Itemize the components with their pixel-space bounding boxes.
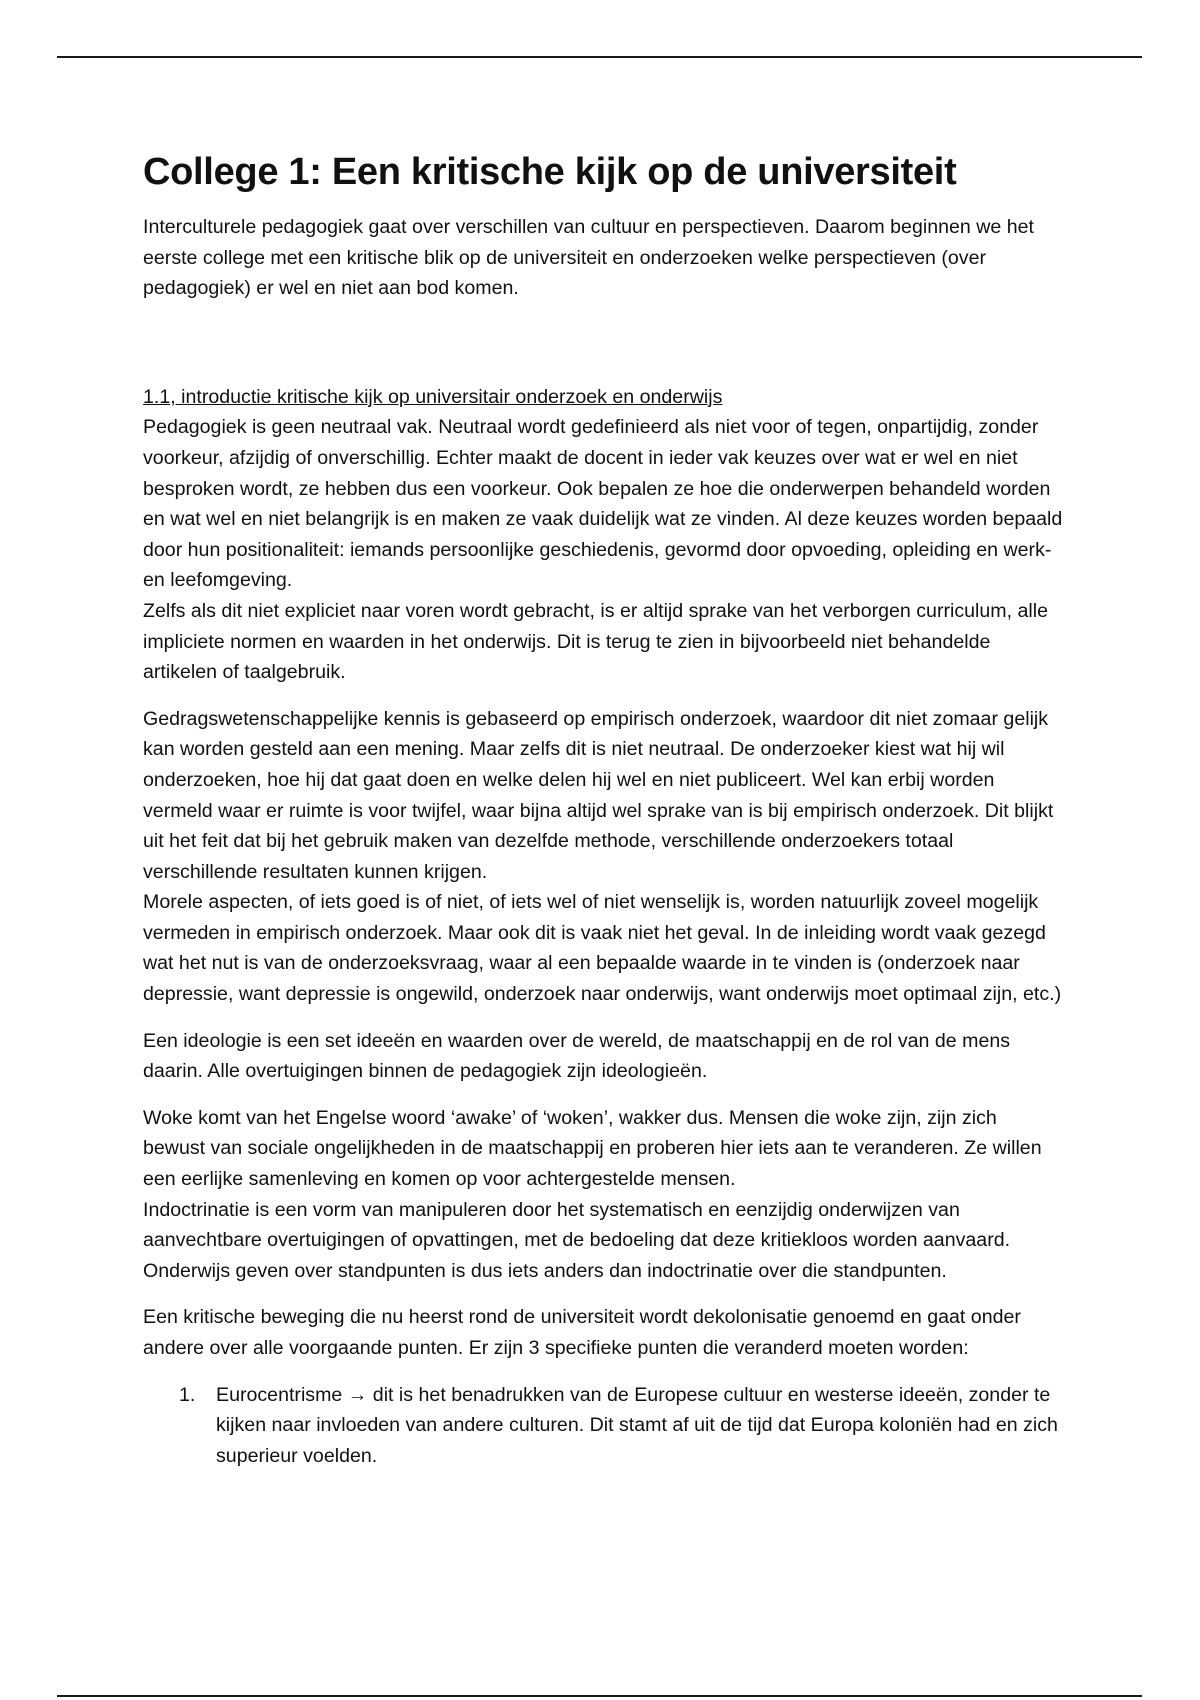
bottom-page-rule	[57, 1695, 1142, 1697]
paragraph-indoctrinatie: Indoctrinatie is een vorm van manipuleren door het systematisch en eenzijdig onderwijzen van aanvechtbare overtuigingen of opvattingen, met de bedoeling dat deze kritiekloos worden aanvaard. Onderwijs geven over standpunten is dus iets anders dan indoctrinatie over die standpunten.	[143, 1198, 1011, 1282]
list-item	[143, 1380, 1063, 1472]
numbered-list	[143, 1380, 1063, 1472]
paragraph-woke: Woke komt van het Engelse woord ‘awake’ of ‘woken’, wakker dus. Mensen die woke zijn, zijn zich bewust van sociale ongelijkheden in de maatschappij en proberen hier iets aan te veranderen. Ze willen een eerlijke samenleving en komen op voor achtergestelde mensen.	[143, 1106, 1042, 1191]
intro-paragraph: Interculturele pedagogiek gaat over verschillen van cultuur en perspectieven. Daarom beginnen we het eerste college met een kritische blik op de universiteit en onderzoeken welke perspectieven (over pedagogiek) er wel en niet aan bod komen.	[143, 216, 1034, 300]
paragraph-morele-aspecten: Morele aspecten, of iets goed is of niet, of iets wel of niet wenselijk is, worden natuurlijk zoveel mogelijk vermeden in empirisch onderzoek. Maar ook dit is vaak niet het geval. In de inleiding wordt vaak gezegd wat het nut is van de onderzoeksvraag, waar al een bepaalde waarde in te vinden is (onderzoek naar depressie, want depressie is ongewild, onderzoek naar onderwijs, want onderwijs moet optimaal zijn, etc.)	[143, 891, 1062, 1006]
paragraph-empirisch-onderzoek: Gedragswetenschappelijke kennis is gebaseerd op empirisch onderzoek, waardoor dit niet zomaar gelijk kan worden gesteld aan een mening. Maar zelfs dit is niet neutraal. De onderzoeker kiest wat hij wil onderzoeken, hoe hij dat gaat doen en welke delen hij wel en niet publiceert. Wel kan erbij worden vermeld waar er ruimte is voor twijfel, waar bijna altijd wel sprake van is bij empirisch onderzoek. Dit blijkt uit het feit dat bij het gebruik maken van dezelfde methode, verschillende onderzoekers totaal verschillende resultaten kunnen krijgen.	[143, 707, 1054, 883]
list-item-text: Eurocentrisme → dit is het benadrukken van de Europese cultuur en westerse ideeën, zonder te kijken naar invloeden van andere culturen. Dit stamt af uit de tijd dat Europa koloniën had en zich superieur voelden.	[216, 1383, 1058, 1467]
document-body	[143, 148, 1063, 1471]
section-woke	[143, 1103, 1063, 1287]
page-title: College 1: Een kritische kijk op de universiteit	[143, 151, 957, 193]
paragraph-neutraal: Pedagogiek is geen neutraal vak. Neutraal wordt gedefinieerd als niet voor of tegen, onpartijdig, zonder voorkeur, afzijdig of onverschillig. Echter maakt de docent in ieder vak keuzes over wat er wel en niet besproken wordt, ze hebben dus een voorkeur. Ook bepalen ze hoe die onderwerpen behandeld worden en wat wel en niet belangrijk is en maken ze vaak duidelijk wat ze vinden. Al deze keuzes worden bepaald door hun positionaliteit: iemands persoonlijke geschiedenis, gevormd door opvoeding, opleiding en werk- en leefomgeving.	[143, 416, 1063, 592]
paragraph-dekolonisatie: Een kritische beweging die nu heerst rond de universiteit wordt dekolonisatie genoemd en gaat onder andere over alle voorgaande punten. Er zijn 3 specifieke punten die veranderd moeten worden:	[143, 1306, 1021, 1359]
section-1-1	[143, 382, 1063, 688]
paragraph-ideologie: Een ideologie is een set ideeën en waarden over de wereld, de maatschappij en de rol van de mens daarin. Alle overtuigingen binnen de pedagogiek zijn ideologieën.	[143, 1029, 1011, 1083]
list-item-number: 1.	[179, 1383, 196, 1406]
section-empirisch	[143, 704, 1063, 1010]
paragraph-verborgen-curriculum: Zelfs als dit niet expliciet naar voren wordt gebracht, is er altijd sprake van het verborgen curriculum, alle impliciete normen en waarden in het onderwijs. Dit is terug te zien in bijvoorbeeld niet behandelde artikelen of taalgebruik.	[143, 599, 1049, 684]
section-heading: 1.1, introductie kritische kijk op universitair onderzoek en onderwijs	[143, 385, 723, 408]
top-page-rule	[57, 56, 1142, 58]
